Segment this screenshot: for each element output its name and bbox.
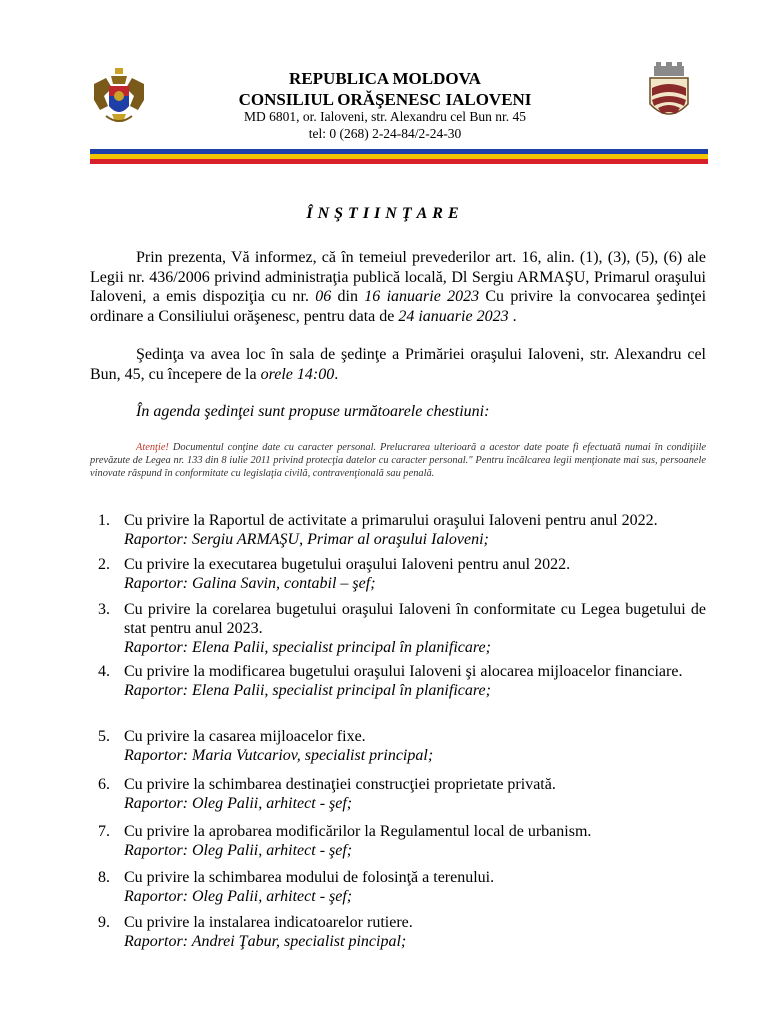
agenda-item <box>98 555 706 593</box>
agenda-item-raportor: Raportor: Oleg Palii, arhitect - şef; <box>124 842 353 859</box>
agenda-item-number: 6. <box>98 776 110 793</box>
agenda-item-number: 4. <box>98 663 110 680</box>
agenda-item-raportor: Raportor: Elena Palii, specialist principal în planificare; <box>124 682 491 699</box>
privacy-notice <box>90 441 706 480</box>
paragraph-dispozitie: Prin prezenta, Vă informez, că în temeiul prevederilor art. 16, alin. (1), (3), (5), (6) ale Legii nr. 436/2006 privind administraţia publică locală, Dl Sergiu ARMAŞU, Primarul oraşului Ialoveni, a emis dispoziţia cu nr. 06 din 16 ianuarie 2023 Cu privire la convocarea şedinţei ordinare a Consiliului orăşenesc, pentru data de 24 ianuarie 2023 . <box>90 249 707 325</box>
agenda-item-number: 9. <box>98 914 110 931</box>
agenda-item-text: Cu privire la Raportul de activitate a primarului oraşului Ialoveni pentru anul 2022. <box>124 512 658 529</box>
agenda-item <box>98 775 706 813</box>
document-title: ÎNŞTIINŢARE <box>306 205 464 222</box>
agenda-item-number: 3. <box>98 601 110 618</box>
agenda-item <box>98 727 706 765</box>
agenda-item-raportor: Raportor: Galina Savin, contabil – şef; <box>124 575 376 592</box>
agenda-item-number: 2. <box>98 556 110 573</box>
agenda-item <box>98 913 706 951</box>
agenda-item-number: 8. <box>98 869 110 886</box>
header-address: MD 6801, or. Ialoveni, str. Alexandru cel Bun nr. 45 <box>244 109 526 124</box>
agenda-item-number: 7. <box>98 823 110 840</box>
agenda-item <box>98 600 706 657</box>
agenda-item-text: Cu privire la corelarea bugetului oraşului Ialoveni în conformitate cu Legea bugetului de stat pentru anul 2023. <box>124 601 706 637</box>
agenda-item-text: Cu privire la schimbarea destinaţiei construcţiei proprietate privată. <box>124 776 556 793</box>
agenda-item-text: Cu privire la schimbarea modului de folosinţă a terenului. <box>124 869 495 886</box>
agenda-item-text: Cu privire la modificarea bugetului oraşului Ialoveni şi alocarea mijloacelor financiare. <box>124 663 683 680</box>
agenda-item <box>98 822 706 860</box>
paragraph-location: Şedinţa va avea loc în sala de şedinţe a Primăriei oraşului Ialoveni, str. Alexandru cel Bun, 45, cu începere de la orele 14:00. <box>90 346 706 383</box>
notice-text: Documentul conţine date cu caracter personal. Prelucrarea ulterioară a acestor date poate fi efectuată numai în condiţiile prevăzute de Legea nr. 133 din 8 iulie 2011 privind protecţia datelor cu caracter personal." Pentru încălcarea legii menţionate mai sus, persoanele vinovate răspund în conformitate cu legislaţia civilă, contravenţională sau penală. <box>90 442 706 479</box>
header-council: CONSILIUL ORĂŞENESC IALOVENI <box>238 90 532 109</box>
agenda-item-raportor: Raportor: Elena Palii, specialist principal în planificare; <box>124 639 491 656</box>
header-phone: tel: 0 (268) 2-24-84/2-24-30 <box>308 126 462 141</box>
tricolor-divider <box>90 149 708 164</box>
agenda-item-text: Cu privire la instalarea indicatoarelor rutiere. <box>124 914 413 931</box>
agenda-item-raportor: Raportor: Oleg Palii, arhitect - şef; <box>124 888 353 905</box>
notice-label: Atenţie! <box>136 442 169 453</box>
agenda-item-number: 1. <box>98 512 110 529</box>
agenda-item-raportor: Raportor: Sergiu ARMAŞU, Primar al oraşului Ialoveni; <box>124 531 489 548</box>
agenda-item-text: Cu privire la casarea mijloacelor fixe. <box>124 728 366 745</box>
agenda-item <box>98 662 706 700</box>
agenda-item-raportor: Raportor: Oleg Palii, arhitect - şef; <box>124 795 353 812</box>
agenda-item-number: 5. <box>98 728 110 745</box>
header-country: REPUBLICA MOLDOVA <box>289 69 481 88</box>
agenda-item <box>98 511 706 549</box>
flag-stripe-red <box>90 159 708 164</box>
agenda-item-text: Cu privire la aprobarea modificărilor la Regulamentul local de urbanism. <box>124 823 592 840</box>
agenda-item-raportor: Raportor: Maria Vutcariov, specialist principal; <box>124 747 434 764</box>
agenda-intro: În agenda şedinţei sunt propuse următoarele chestiuni: <box>136 403 490 420</box>
agenda-item-text: Cu privire la executarea bugetului oraşului Ialoveni pentru anul 2022. <box>124 556 571 573</box>
agenda-item <box>98 868 706 906</box>
agenda-item-raportor: Raportor: Andrei Ţabur, specialist pincipal; <box>124 933 407 950</box>
